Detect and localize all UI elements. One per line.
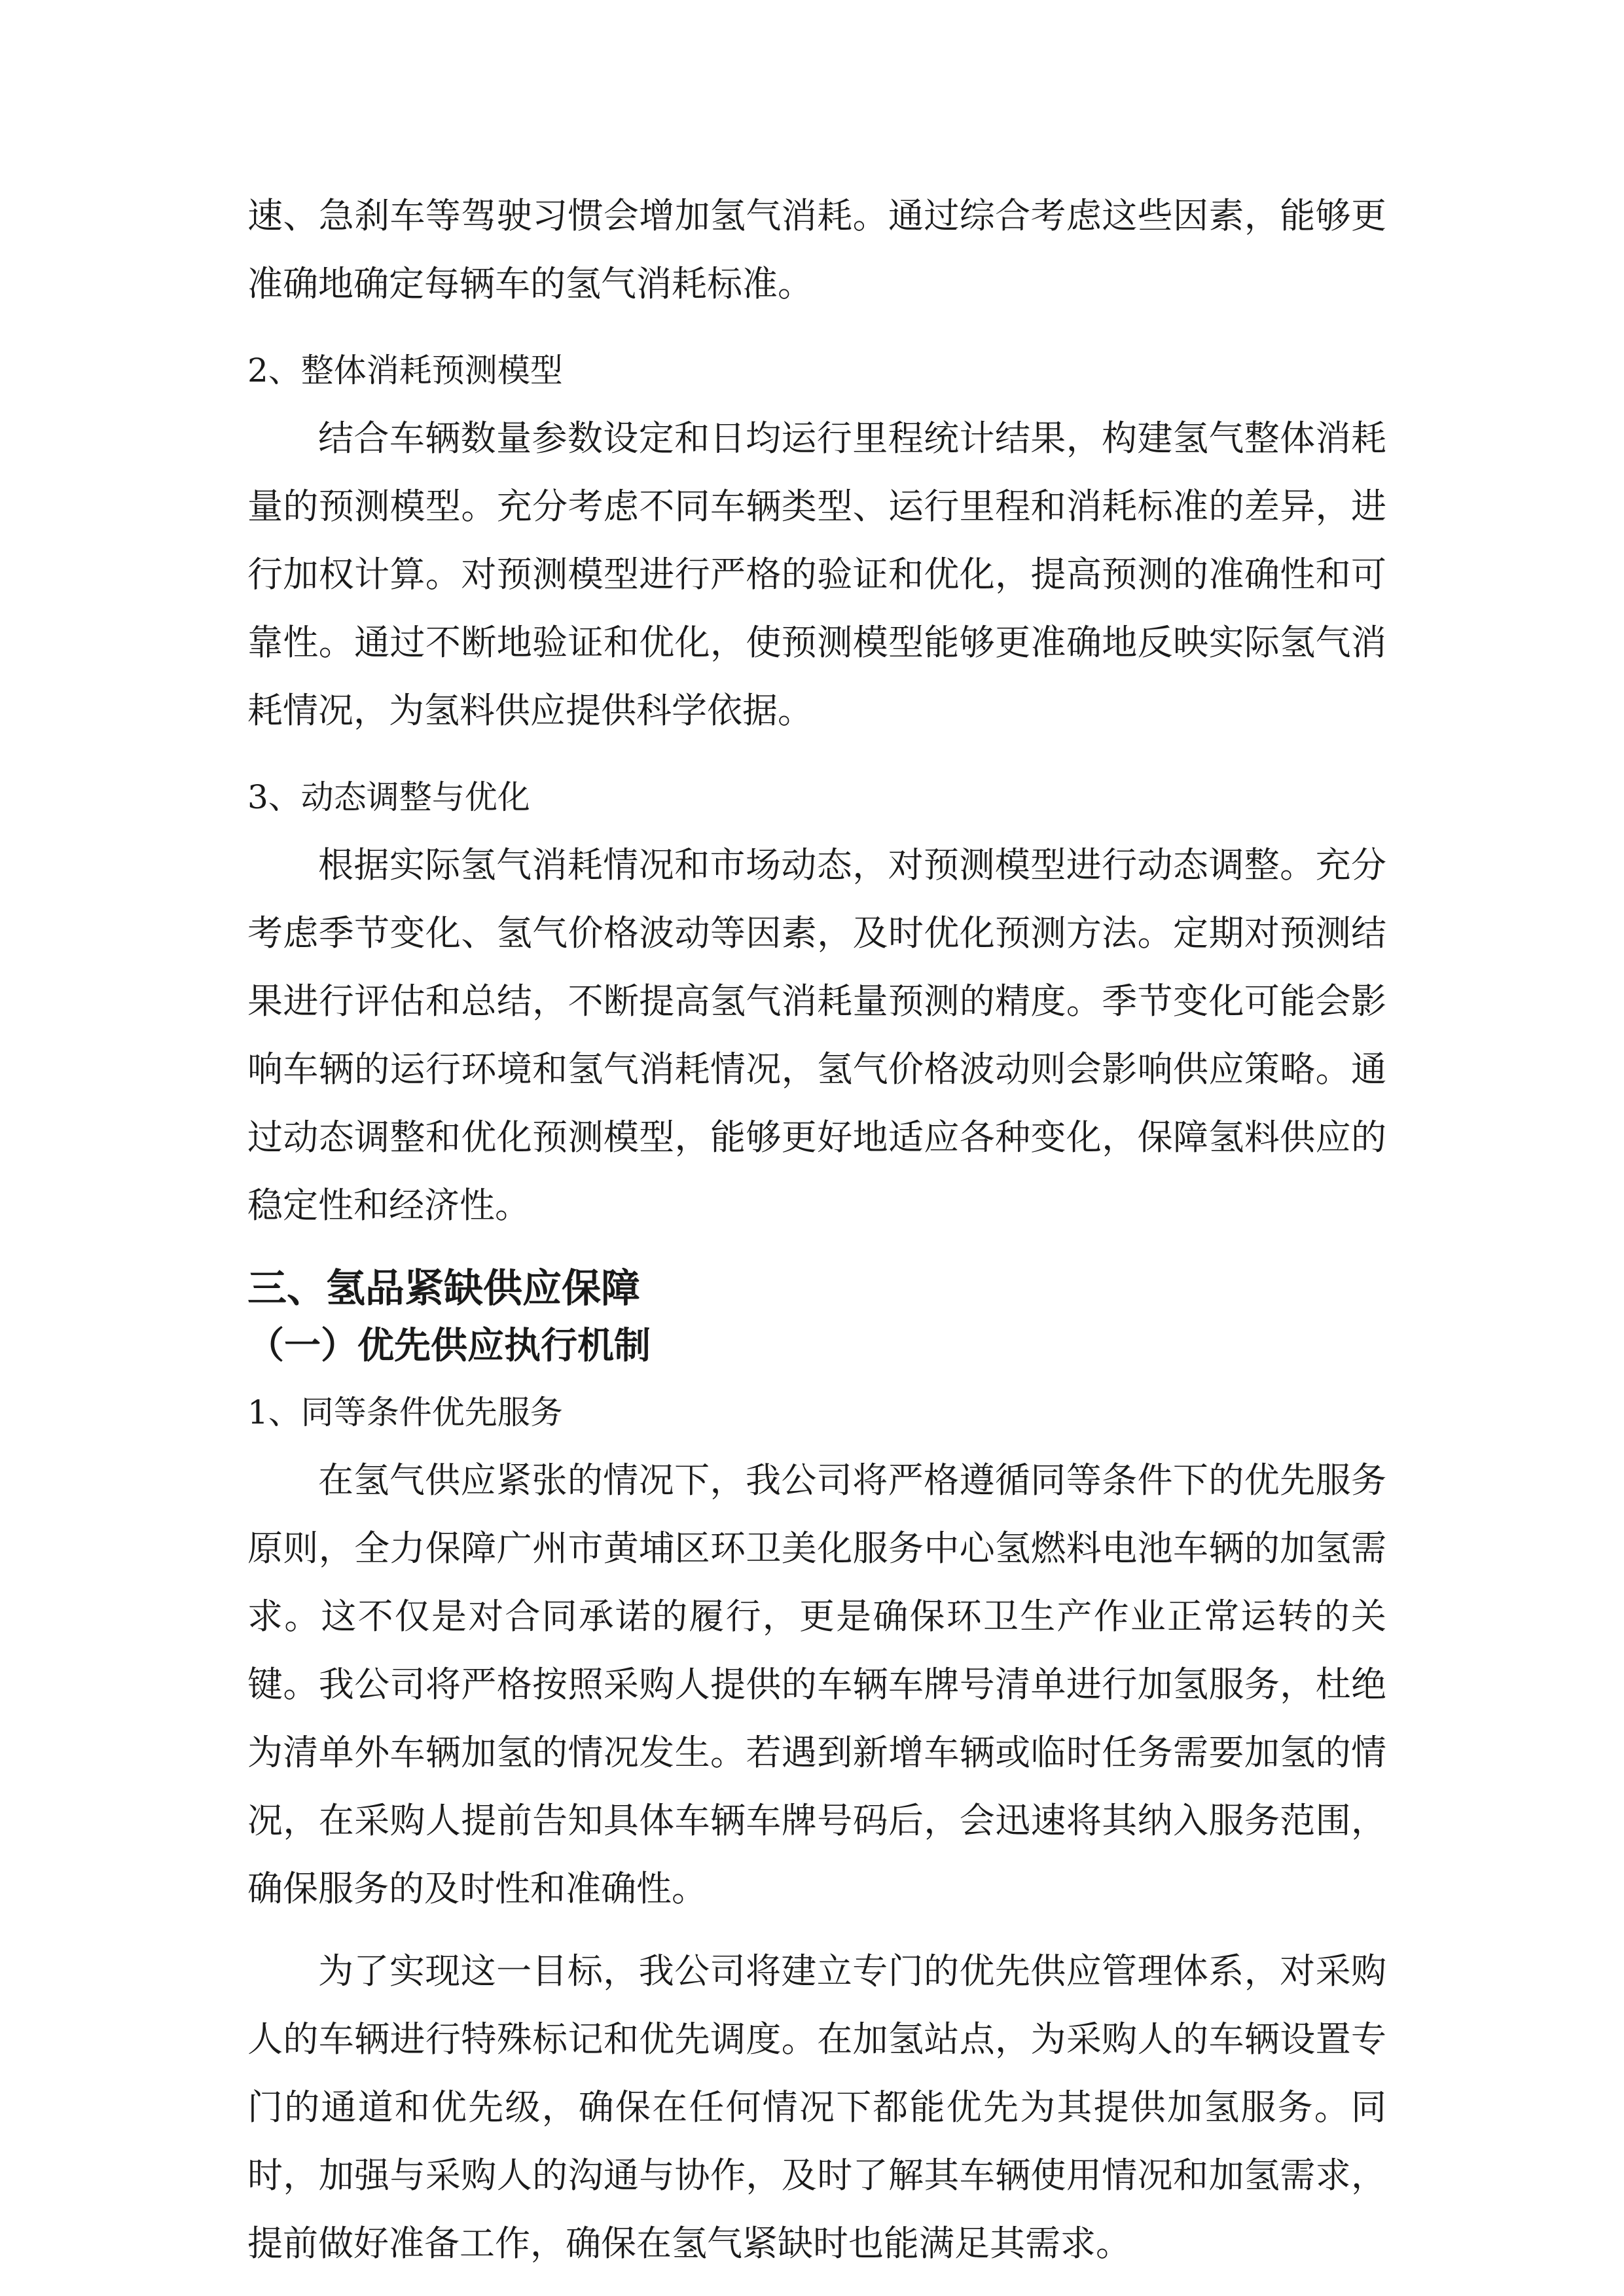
section-heading: （一）优先供应执行机制 <box>247 1325 651 1367</box>
paragraph-priority-service: 在氢气供应紧张的情况下，我公司将严格遵循同等条件下的优先服务原则，全力保障广州市黄埔区环卫美化服务中心氢燃料电池车辆的加氢需求。这不仅是对合同承诺的履行，更是确保环卫生产作业正常运转的关键。我公司将严格按照采购人提供的车辆车牌号清单进行加氢服务，杜绝为清单外车辆加氢的情况发生。若遇到新增车辆或临时任务需要加氢的情况，在采购人提前告知具体车辆车牌号码后，会迅速将其纳入服务范围，确保服务的及时性和准确性。 <box>247 1460 1386 1909</box>
subheading-dynamic-adjustment: 3、动态调整与优化 <box>247 778 530 816</box>
paragraph-overall-consumption-model: 结合车辆数量参数设定和日均运行里程统计结果，构建氢气整体消耗量的预测模型。充分考虑不同车辆类型、运行里程和消耗标准的差异，进行加权计算。对预测模型进行严格的验证和优化，提高预测的准确性和可靠性。通过不断地验证和优化，使预测模型能够更准确地反映实际氢气消耗情况，为氢料供应提供科学依据。 <box>247 418 1386 731</box>
paragraph-priority-management: 为了实现这一目标，我公司将建立专门的优先供应管理体系，对采购人的车辆进行特殊标记和优先调度。在加氢站点，为采购人的车辆设置专门的通道和优先级，确保在任何情况下都能优先为其提供加氢服务。同时，加强与采购人的沟通与协作，及时了解其车辆使用情况和加氢需求，提前做好准备工作，确保在氢气紧缺时也能满足其需求。 <box>247 1950 1386 2264</box>
page-content <box>247 182 1386 2292</box>
chapter-heading: 三、氢品紧缺供应保障 <box>247 1266 640 1312</box>
subheading-overall-consumption-model: 2、整体消耗预测模型 <box>247 351 563 389</box>
paragraph-dynamic-adjustment: 根据实际氢气消耗情况和市场动态，对预测模型进行动态调整。充分考虑季节变化、氢气价格波动等因素，及时优化预测方法。定期对预测结果进行评估和总结，不断提高氢气消耗量预测的精度。季节变化可能会影响车辆的运行环境和氢气消耗情况，氢气价格波动则会影响供应策略。通过动态调整和优化预测模型，能够更好地适应各种变化，保障氢料供应的稳定性和经济性。 <box>247 844 1386 1226</box>
subheading-priority-service: 1、同等条件优先服务 <box>247 1393 563 1431</box>
paragraph-continuation: 速、急刹车等驾驶习惯会增加氢气消耗。通过综合考虑这些因素，能够更准确地确定每辆车的氢气消耗标准。 <box>247 195 1386 304</box>
